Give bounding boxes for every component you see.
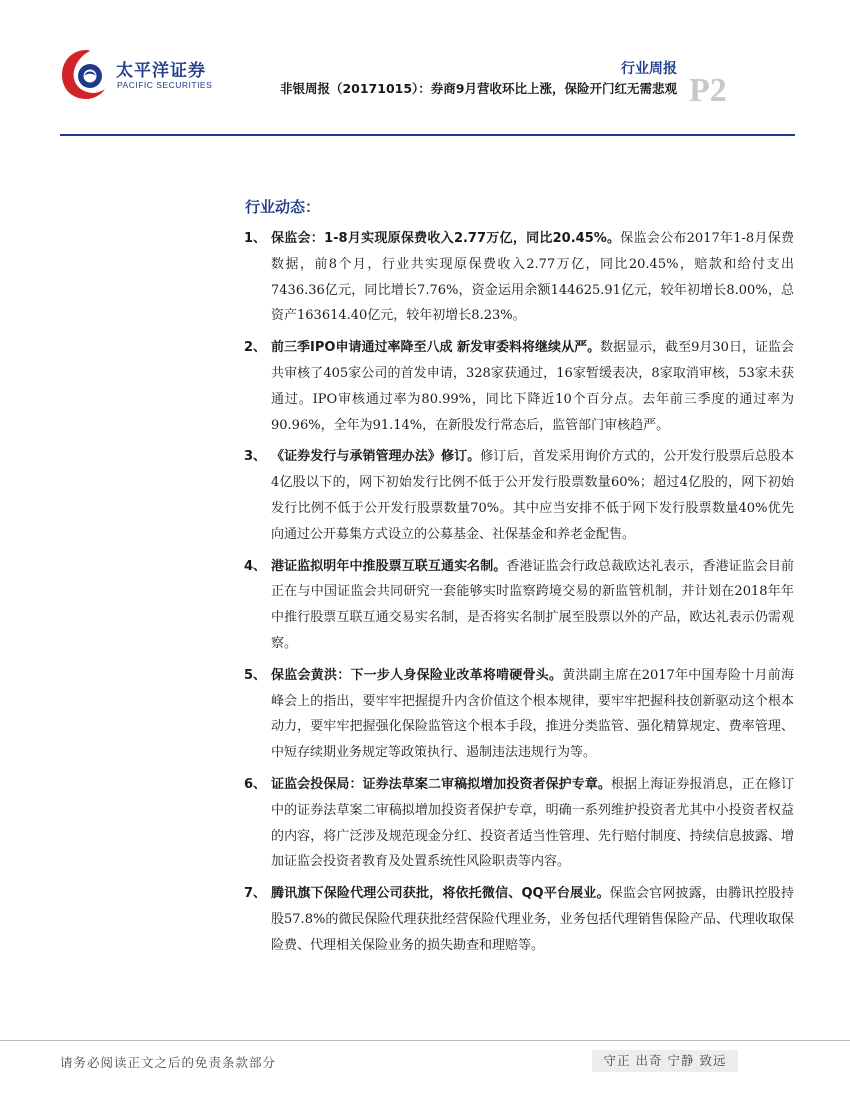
item-number: 6、: [244, 776, 267, 792]
item-body: 根据上海证券报消息，正在修订中的证券法草案二审稿拟增加投资者保护专章，明确一系列维护投资者尤其中小投资者权益的内容，将广泛涉及规范现金分红、投资者适当性管理、先行赔付制度、持续信息披露、增加证监会投资者教育及处置系统性风险职责等内容。: [271, 776, 794, 870]
company-logo: [60, 46, 260, 106]
item-body: 香港证监会行政总裁欧达礼表示，香港证监会目前正在与中国证监会共同研究一套能够实时监察跨境交易的新监管机制，并计划在2018年年中推行股票互联互通交易实名制，是否将实名制扩展至股票以外的产品，欧达礼表示仍需观察。: [271, 558, 794, 651]
item-text: [271, 772, 794, 875]
footer-divider: [0, 1040, 850, 1041]
item-number: 1、: [244, 231, 267, 246]
section-title: 行业动态：: [245, 198, 321, 216]
footer-disclaimer: 请务必阅读正文之后的免责条款部分: [60, 1055, 277, 1070]
item-headline: 保监会：1-8月实现原保费收入2.77万亿，同比20.45%。: [271, 231, 621, 246]
item-number: 7、: [244, 886, 267, 902]
report-title: 非银周报（20171015）：券商9月营收环比上涨，保险开门红无需悲观: [279, 81, 677, 96]
item-headline: 《证券发行与承销管理办法》修订。: [271, 449, 481, 465]
news-item-2: [244, 335, 794, 438]
item-body: 数据显示，截至9月30日，证监会共审核了405家公司的首发申请，328家获通过，16家暂缓表决，8家取消审核，53家未获通过。IPO审核通过率为80.99%，同比下降近10个百分点。去年前三季度的通过率为90.96%，全年为91.14%，在新股发行常态后，监管部门审核趋严。: [271, 340, 794, 433]
pacific-securities-logo-icon: [60, 46, 112, 102]
item-body: 保监会官网披露，由腾讯控股持股57.8%的微民保险代理获批经营保险代理业务，业务包括代理销售保险产品、代理收取保险费、代理相关保险业务的损失勘查和理赔等。: [271, 886, 794, 953]
item-body: 黄洪副主席在2017年中国寿险十月前海峰会上的指出，要牢牢把握提升内含价值这个根本规律，要牢牢把握科技创新驱动这个根本动力，要牢牢把握强化保险监管这个根本手段，推进分类监管、强化精算规定、费率管理、中短存续期业务规定等政策执行、遏制违法违规行为等。: [271, 667, 794, 761]
news-item-4: [244, 554, 794, 657]
item-text: [271, 881, 794, 958]
item-headline: 腾讯旗下保险代理公司获批，将依托微信、QQ平台展业。: [271, 886, 610, 902]
news-item-7: [244, 881, 794, 958]
item-number: 5、: [244, 667, 267, 683]
logo-chinese-name: 太平洋证券: [116, 61, 206, 81]
news-item-1: [244, 226, 794, 329]
news-item-3: [244, 444, 794, 547]
item-headline: 前三季IPO申请通过率降至八成 新发审委料将继续从严。: [271, 340, 601, 356]
item-number: 3、: [244, 449, 267, 465]
main-content: [244, 196, 794, 965]
item-headline: 保监会黄洪：下一步人身保险业改革将啃硬骨头。: [271, 667, 563, 683]
item-body: 保监会公布2017年1-8月保费数据，前8个月，行业共实现原保费收入2.77万亿，同比20.45%，赔款和给付支出7436.36亿元，同比增长7.76%，资金运用余额144625.91亿元，较年初增长8.00%，总资产163614.40亿元，较年初增长8.23%。: [271, 231, 794, 324]
footer-slogan: 守正 出奇 宁静 致远: [592, 1050, 738, 1072]
report-type-label: 行业周报: [621, 61, 677, 77]
item-text: [271, 663, 794, 766]
page-number: P2: [689, 72, 727, 109]
item-text: [271, 444, 794, 547]
item-headline: 证监会投保局：证券法草案二审稿拟增加投资者保护专章。: [271, 776, 611, 792]
logo-english-name: PACIFIC SECURITIES: [117, 80, 213, 90]
item-number: 2、: [244, 340, 267, 356]
header-divider: [60, 134, 795, 136]
item-body: 修订后，首发采用询价方式的，公开发行股票后总股本4亿股以下的，网下初始发行比例不低于公开发行股票数量60%；超过4亿股的，网下初始发行比例不低于公开发行股票数量70%。其中应当安排不低于网下发行股票数量40%优先向通过公开募集方式设立的公募基金、社保基金和养老金配售。: [271, 449, 794, 542]
news-item-5: [244, 663, 794, 766]
item-headline: 港证监拟明年中推股票互联互通实名制。: [271, 558, 507, 574]
item-text: [271, 226, 794, 329]
item-text: [271, 335, 794, 438]
item-number: 4、: [244, 558, 267, 574]
item-text: [271, 554, 794, 657]
news-item-6: [244, 772, 794, 875]
